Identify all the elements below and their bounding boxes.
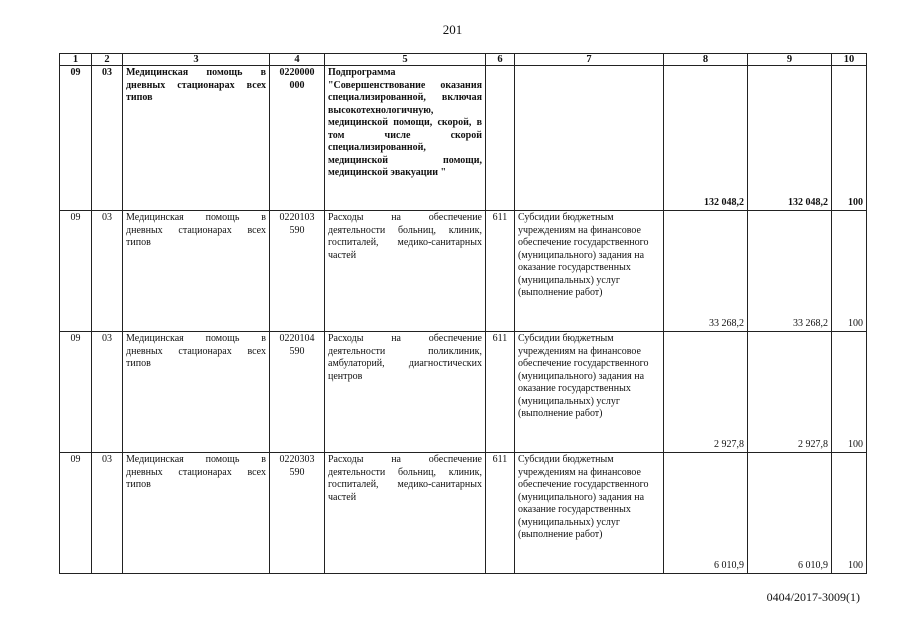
table-row [60,211,867,332]
cell-section: 09 [60,453,92,574]
cell-planned-amount: 6 010,9 [664,453,748,574]
document-code: 0404/2017-3009(1) [766,590,860,604]
cell-section: 09 [60,332,92,453]
column-header: 8 [664,54,748,66]
cell-subsection: 03 [92,66,123,211]
column-header: 10 [832,54,867,66]
cell-expense-name [515,66,664,211]
column-header: 6 [486,54,515,66]
cell-planned-amount: 33 268,2 [664,211,748,332]
cell-program-name: Расходы на обеспечение деятельности больниц, клиник, госпиталей, медико-санитарных частей [325,211,486,332]
cell-actual-amount: 6 010,9 [748,453,832,574]
cell-target-code: 0220104 590 [270,332,325,453]
cell-section: 09 [60,211,92,332]
cell-program-name: Расходы на обеспечение деятельности поликлиник, амбулаторий, диагностических центров [325,332,486,453]
table-row [60,332,867,453]
cell-subsection: 03 [92,211,123,332]
cell-category: Медицинская помощь в дневных стационарах всех типов [123,453,270,574]
column-header: 7 [515,54,664,66]
cell-percent: 100 [832,211,867,332]
column-header: 1 [60,54,92,66]
cell-target-code: 0220303 590 [270,453,325,574]
budget-table [59,53,867,574]
table-row [60,453,867,574]
cell-actual-amount: 33 268,2 [748,211,832,332]
cell-expense-name: Субсидии бюджетным учреждениям на финансовое обеспечение государственного (муниципального) задания на оказание государственных (муниципальных) услуг (выполнение работ) [515,332,664,453]
cell-program-name: Подпрограмма "Совершенствование оказания специализированной, включая высокотехнологичную, медицинской помощи, скорой, в том числе скорой специализированной, медицинской помощи, медицинской эвакуации " [325,66,486,211]
page-number: 201 [442,22,463,37]
cell-target-code: 0220000 000 [270,66,325,211]
cell-expense-type: 611 [486,332,515,453]
cell-subsection: 03 [92,332,123,453]
cell-program-name: Расходы на обеспечение деятельности больниц, клиник, госпиталей, медико-санитарных частей [325,453,486,574]
cell-section: 09 [60,66,92,211]
cell-expense-type: 611 [486,211,515,332]
cell-expense-name: Субсидии бюджетным учреждениям на финансовое обеспечение государственного (муниципального) задания на оказание государственных (муниципальных) услуг (выполнение работ) [515,453,664,574]
column-header: 5 [325,54,486,66]
cell-expense-type: 611 [486,453,515,574]
cell-percent: 100 [832,453,867,574]
cell-actual-amount: 2 927,8 [748,332,832,453]
column-header: 4 [270,54,325,66]
cell-category: Медицинская помощь в дневных стационарах всех типов [123,332,270,453]
cell-category: Медицинская помощь в дневных стационарах всех типов [123,211,270,332]
cell-expense-name: Субсидии бюджетным учреждениям на финансовое обеспечение государственного (муниципального) задания на оказание государственных (муниципальных) услуг (выполнение работ) [515,211,664,332]
cell-category: Медицинская помощь в дневных стационарах всех типов [123,66,270,211]
cell-percent: 100 [832,66,867,211]
cell-actual-amount: 132 048,2 [748,66,832,211]
cell-expense-type [486,66,515,211]
column-header: 9 [748,54,832,66]
column-header: 2 [92,54,123,66]
table-row [60,66,867,211]
cell-percent: 100 [832,332,867,453]
cell-target-code: 0220103 590 [270,211,325,332]
cell-subsection: 03 [92,453,123,574]
cell-planned-amount: 132 048,2 [664,66,748,211]
header-row [60,54,867,66]
cell-planned-amount: 2 927,8 [664,332,748,453]
column-header: 3 [123,54,270,66]
